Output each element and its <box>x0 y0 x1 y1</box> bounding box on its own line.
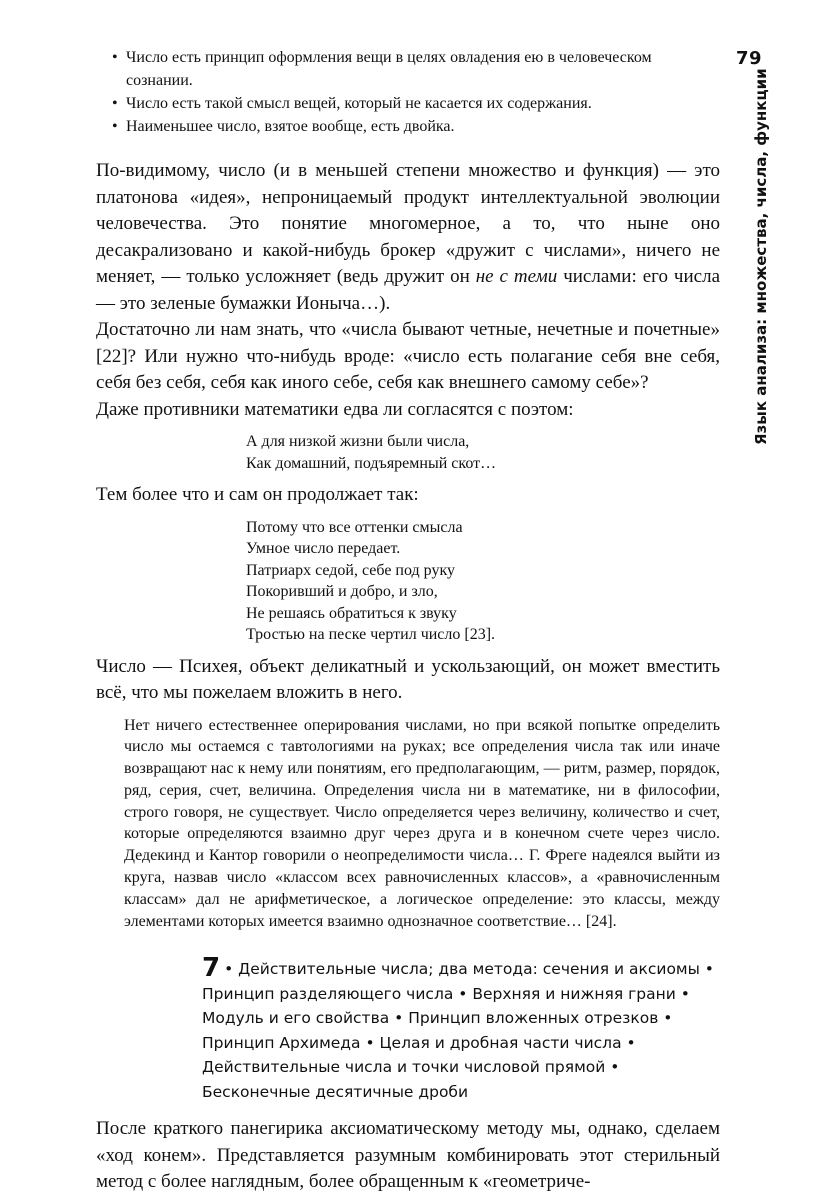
poem-line: Как домашний, подъяремный скот… <box>246 454 497 472</box>
epigraph-item: • Число есть такой смысл вещей, который не касается их содержания. <box>112 92 720 115</box>
paragraph-closing: После краткого панегирика аксиоматическому методу мы, однако, сделаем «ход конем». Представляется разумным комбинировать этот стерильный метод с более наглядным, более обращенным к «геометриче- <box>96 1118 720 1193</box>
poem-line: Потому что все оттенки смысла <box>246 518 463 536</box>
paragraph-opponents: Даже противники математики едва ли согласятся с поэтом: <box>96 398 574 420</box>
running-head: Язык анализа: множества, числа, функции <box>752 68 770 445</box>
epigraph-list <box>112 46 720 138</box>
poem-line: Покоривший и добро, и зло, <box>246 583 438 600</box>
section-topics: • Действительные числа; два метода: сечения и аксиомы • Принцип разделяющего числа • Верхняя и нижняя грани • Модуль и его свойства • Принцип вложенных отрезков • Принцип Архимеда • Целая и дробная части числа • Действительные числа и точки числовой прямой • Бесконечные десятичные дроби <box>202 960 714 1101</box>
poem-line: Умное число передает. <box>246 540 401 557</box>
page-number: 79 <box>736 48 763 69</box>
block-quote: Нет ничего естественнее оперирования числами, но при всякой попытке определить число мы остаемся с тавтологиями на руках; все определения числа так или иначе возвращают нас к нему или понятиям, его предполагающим, — ритм, размер, порядок, ряд, серия, счет, величина. Определения числа ни в математике, ни в философии, строго говоря, не существует. Число определяется через величину, количество и счет, которые определяются взаимно друг через друга и в конечном счете через число. Дедекинд и Кантор говорили о неопределимости числа… Г. Фреге надеялся выйти из круга, назвав число «классом всех равночисленных классов», а «равночисленным классам» дал не арифметическое, а логическое определение: это классы, между элементами которых имеется взаимно однозначное соответствие… [24]. <box>124 716 720 930</box>
paragraph-poet-continues: Тем более что и сам он продолжает так: <box>96 484 419 505</box>
poem-line: Тростью на песке чертил число [23]. <box>246 626 496 643</box>
poem-line: Не решаясь обратиться к звуку <box>246 604 457 622</box>
poem-line: А для низкой жизни были числа, <box>246 433 470 450</box>
poem-line: Патриарх седой, себе под руку <box>246 561 455 579</box>
poem-stanza-1 <box>246 431 720 474</box>
emphasis-text: не с теми <box>475 266 558 287</box>
paragraph-psyche: Число — Психея, объект деликатный и ускользающий, он может вместить всё, что мы пожелаем вложить в него. <box>96 655 720 703</box>
section-heading <box>202 953 720 1104</box>
page-content <box>96 46 720 1196</box>
epigraph-item: • Наименьшее число, взятое вообще, есть двойка. <box>112 115 720 138</box>
poem-stanza-2 <box>246 517 720 646</box>
paragraph-number-as-idea: По-видимому, число (и в меньшей степени множество и функция) — это платонова «идея», непроницаемый продукт интеллектуальной эволюции человечества. Это понятие многомерное, а то, что ныне оно десакрализовано и какой-нибудь брокер «дружит с числами», ничего не меняет, — только усложняет (ведь дружит он не с теми числами: его числа — это зеленые бумажки Ионыча…). <box>96 160 720 314</box>
paragraph-even-odd: Достаточно ли нам знать, что «числа бывают четные, нечетные и почетные» [22]? Или нужно что-нибудь вроде: «число есть полагание себя вне себя, себя без себя, себя как иного себе, себя как внешнего самому себе»? <box>96 319 720 393</box>
section-number: 7 <box>202 953 221 984</box>
epigraph-item: • Число есть принцип оформления вещи в целях овладения ею в человеческом сознании. <box>112 46 720 92</box>
